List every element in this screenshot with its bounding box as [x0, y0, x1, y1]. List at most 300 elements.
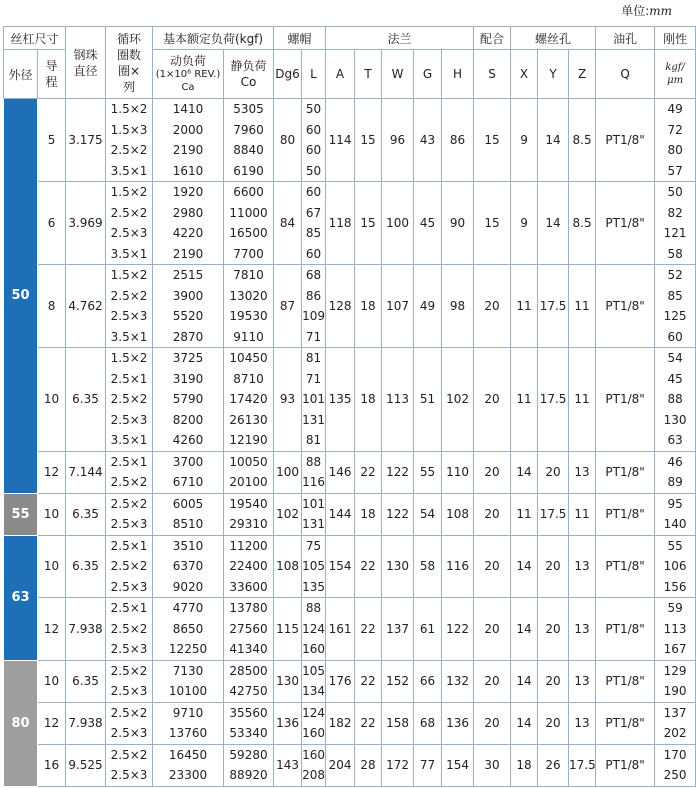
z-cell: 8.5	[569, 99, 596, 182]
static-load-cell-line: 19530	[229, 309, 268, 323]
hdr-Q: Q	[596, 50, 655, 99]
static-load-cell-line: 6190	[233, 163, 264, 178]
y-cell: 17.5	[538, 348, 569, 452]
dynamic-load-cell	[153, 348, 224, 452]
rigidity-cell-line: 125	[663, 309, 687, 323]
t-cell: 18	[355, 265, 382, 348]
a-cell: 114	[326, 99, 355, 182]
rigidity-cell-line: 156	[663, 579, 687, 594]
t-cell: 22	[355, 598, 382, 661]
static-load-cell-line: 35560	[229, 705, 268, 720]
dynamic-load-cell-line: 9710	[172, 705, 204, 720]
rigidity-cell-line: 63	[667, 433, 683, 447]
ball-dia-cell: 4.762	[66, 265, 106, 348]
hdr-dynamic: 动负荷 (1×10⁶ REV.) Ca	[153, 50, 224, 99]
g-cell: 54	[414, 493, 442, 535]
a-cell: 161	[326, 598, 355, 661]
length-cell-line: 109	[302, 309, 325, 323]
hdr-Z: Z	[569, 50, 596, 99]
y-cell: 14	[538, 182, 569, 265]
length-cell-line: 60	[305, 143, 322, 157]
static-load-cell	[224, 99, 274, 182]
rigidity-cell-line: 72	[667, 122, 683, 137]
t-cell: 15	[355, 182, 382, 265]
length-cell	[302, 660, 326, 702]
length-cell-line: 50	[305, 163, 322, 178]
lead-cell: 5	[38, 99, 66, 182]
dynamic-load-cell	[153, 702, 224, 744]
hdr-static: 静负荷 Co	[224, 50, 274, 99]
length-cell-line: 75	[305, 538, 322, 553]
hdr-G: G	[414, 50, 442, 99]
s-cell: 20	[474, 535, 511, 598]
length-cell-line: 116	[302, 475, 325, 489]
g-cell: 49	[414, 265, 442, 348]
h-cell: 102	[442, 348, 474, 452]
rigidity-cell-line: 121	[663, 226, 687, 240]
z-cell: 13	[569, 535, 596, 598]
s-cell: 20	[474, 598, 511, 661]
a-cell: 154	[326, 535, 355, 598]
hdr-ball-dia: 钢珠直径	[66, 27, 106, 99]
rigidity-cell-line: 250	[663, 768, 687, 782]
circuits-cell-line: 2.5×3	[110, 412, 148, 427]
y-cell: 17.5	[538, 493, 569, 535]
static-load-cell-line: 26130	[229, 412, 268, 427]
dg6-cell: 136	[274, 702, 302, 744]
circuits-cell-line: 3.5×1	[110, 329, 148, 344]
circuits-cell-line: 2.5×3	[110, 309, 148, 323]
circuits-cell-line: 2.5×2	[110, 392, 148, 406]
circuits-cell-line: 2.5×3	[110, 768, 148, 782]
static-load-cell-line: 33600	[229, 579, 268, 594]
ball-dia-cell: 6.35	[66, 535, 106, 598]
dynamic-load-cell-line: 8200	[172, 412, 204, 427]
dynamic-load-cell-line: 2190	[172, 143, 204, 157]
circuits-cell-line: 2.5×3	[110, 684, 148, 698]
x-cell: 14	[511, 535, 538, 598]
length-cell-line: 60	[305, 185, 322, 199]
static-load-cell-line: 16500	[229, 226, 268, 240]
z-cell: 11	[569, 265, 596, 348]
rigidity-cell-line: 60	[667, 329, 683, 344]
dynamic-load-cell-line: 5790	[172, 392, 204, 406]
circuits-cell-line: 2.5×2	[110, 747, 148, 762]
length-cell-line: 160	[302, 642, 325, 656]
ball-dia-cell: 3.969	[66, 182, 106, 265]
length-cell-line: 135	[302, 579, 325, 594]
hdr-oil-hole: 油孔	[596, 27, 655, 50]
w-cell: 107	[382, 265, 414, 348]
static-load-cell-line: 17420	[229, 392, 268, 406]
table-row	[4, 660, 696, 702]
length-cell-line: 101	[302, 392, 325, 406]
rigidity-cell-line: 58	[667, 246, 683, 261]
length-cell-line: 160	[302, 726, 325, 740]
s-cell: 20	[474, 493, 511, 535]
s-cell: 20	[474, 702, 511, 744]
dynamic-load-cell-line: 23300	[168, 768, 208, 782]
lead-cell: 10	[38, 535, 66, 598]
z-cell: 13	[569, 702, 596, 744]
circuits-cell	[106, 598, 153, 661]
x-cell: 11	[511, 348, 538, 452]
s-cell: 15	[474, 182, 511, 265]
h-cell: 108	[442, 493, 474, 535]
circuits-cell-line: 2.5×1	[110, 371, 148, 386]
q-cell: PT1/8"	[596, 451, 655, 493]
dynamic-load-cell-line: 2980	[172, 205, 204, 220]
z-cell: 17.5	[569, 744, 596, 786]
circuits-cell-line: 2.5×3	[110, 517, 148, 531]
rigidity-cell-line: 46	[667, 454, 683, 469]
dynamic-load-cell-line: 6370	[172, 559, 204, 573]
dynamic-load-cell-line: 8650	[172, 621, 204, 636]
rigidity-cell-line: 170	[663, 747, 687, 762]
lead-cell: 10	[38, 660, 66, 702]
ball-dia-cell: 6.35	[66, 660, 106, 702]
circuits-cell	[106, 702, 153, 744]
h-cell: 154	[442, 744, 474, 786]
s-cell: 20	[474, 348, 511, 452]
t-cell: 18	[355, 348, 382, 452]
static-load-cell-line: 7960	[233, 122, 264, 137]
table-row	[4, 598, 696, 661]
rigidity-cell	[655, 182, 696, 265]
s-cell: 30	[474, 744, 511, 786]
static-load-cell	[224, 660, 274, 702]
table-row	[4, 744, 696, 786]
dg6-cell: 93	[274, 348, 302, 452]
x-cell: 18	[511, 744, 538, 786]
rigidity-cell	[655, 348, 696, 452]
t-cell: 28	[355, 744, 382, 786]
x-cell: 11	[511, 265, 538, 348]
dynamic-load-cell-line: 2515	[172, 268, 204, 282]
static-load-cell-line: 29310	[229, 517, 268, 531]
rigidity-cell-line: 202	[663, 726, 687, 740]
h-cell: 116	[442, 535, 474, 598]
table-row	[4, 493, 696, 535]
rigidity-cell-line: 137	[663, 705, 687, 720]
t-cell: 22	[355, 535, 382, 598]
q-cell: PT1/8"	[596, 702, 655, 744]
spec-table-body	[4, 99, 696, 787]
hdr-H: H	[442, 50, 474, 99]
circuits-cell-line: 2.5×3	[110, 579, 148, 594]
rigidity-cell-line: 140	[663, 517, 687, 531]
static-load-cell-line: 88920	[229, 768, 268, 782]
circuits-cell-line: 2.5×3	[110, 642, 148, 656]
rigidity-cell-line: 45	[667, 371, 683, 386]
t-cell: 18	[355, 493, 382, 535]
hdr-screw-hole: 螺丝孔	[511, 27, 596, 50]
circuits-cell	[106, 451, 153, 493]
static-load-cell-line: 7810	[233, 268, 264, 282]
dg6-cell: 115	[274, 598, 302, 661]
z-cell: 13	[569, 598, 596, 661]
a-cell: 146	[326, 451, 355, 493]
length-cell-line: 71	[305, 329, 322, 344]
outer-dia-cell: 50	[4, 99, 38, 494]
lead-cell: 12	[38, 451, 66, 493]
hdr-rigidity-unit: kgf/μm	[655, 50, 696, 99]
circuits-cell-line: 2.5×2	[110, 205, 148, 220]
w-cell: 137	[382, 598, 414, 661]
rigidity-cell	[655, 535, 696, 598]
static-load-cell-line: 59280	[229, 747, 268, 762]
rigidity-cell-line: 52	[667, 268, 683, 282]
q-cell: PT1/8"	[596, 265, 655, 348]
dynamic-load-cell-line: 1920	[172, 185, 204, 199]
length-cell	[302, 598, 326, 661]
length-cell-line: 81	[305, 351, 322, 365]
circuits-cell-line: 1.5×2	[110, 102, 148, 116]
hdr-screw-size: 丝杠尺寸	[4, 27, 66, 50]
g-cell: 68	[414, 702, 442, 744]
circuits-cell-line: 1.5×3	[110, 122, 148, 137]
x-cell: 14	[511, 451, 538, 493]
hdr-A: A	[326, 50, 355, 99]
q-cell: PT1/8"	[596, 535, 655, 598]
g-cell: 43	[414, 99, 442, 182]
q-cell: PT1/8"	[596, 99, 655, 182]
ball-dia-cell: 6.35	[66, 493, 106, 535]
g-cell: 51	[414, 348, 442, 452]
h-cell: 90	[442, 182, 474, 265]
dynamic-load-cell-line: 4770	[172, 601, 204, 615]
rigidity-cell-line: 95	[667, 496, 683, 511]
circuits-cell-line: 2.5×1	[110, 601, 148, 615]
dynamic-load-cell-line: 1410	[172, 102, 204, 116]
z-cell: 11	[569, 493, 596, 535]
length-cell-line: 60	[305, 122, 322, 137]
length-cell-line: 81	[305, 433, 322, 447]
ball-dia-cell: 3.175	[66, 99, 106, 182]
length-cell	[302, 182, 326, 265]
spec-table-wrapper	[3, 26, 688, 787]
q-cell: PT1/8"	[596, 182, 655, 265]
w-cell: 100	[382, 182, 414, 265]
static-load-cell-line: 10050	[229, 454, 268, 469]
q-cell: PT1/8"	[596, 598, 655, 661]
h-cell: 136	[442, 702, 474, 744]
circuits-cell-line: 2.5×3	[110, 726, 148, 740]
w-cell: 122	[382, 451, 414, 493]
ball-dia-cell: 7.938	[66, 598, 106, 661]
length-cell-line: 105	[302, 559, 325, 573]
dg6-cell: 84	[274, 182, 302, 265]
hdr-X: X	[511, 50, 538, 99]
static-load-cell-line: 6600	[233, 185, 264, 199]
w-cell: 122	[382, 493, 414, 535]
dynamic-load-cell	[153, 451, 224, 493]
h-cell: 132	[442, 660, 474, 702]
circuits-cell-line: 3.5×1	[110, 163, 148, 178]
table-row	[4, 99, 696, 182]
y-cell: 20	[538, 535, 569, 598]
circuits-cell	[106, 660, 153, 702]
static-load-cell	[224, 265, 274, 348]
table-row	[4, 182, 696, 265]
g-cell: 66	[414, 660, 442, 702]
hdr-lead: 导程	[38, 50, 66, 99]
static-load-cell-line: 13780	[229, 601, 268, 615]
lead-cell: 10	[38, 493, 66, 535]
hdr-flange: 法兰	[326, 27, 474, 50]
dg6-cell: 80	[274, 99, 302, 182]
dynamic-load-cell-line: 13760	[168, 726, 208, 740]
s-cell: 20	[474, 265, 511, 348]
circuits-cell-line: 2.5×2	[110, 496, 148, 511]
length-cell	[302, 535, 326, 598]
dynamic-load-cell	[153, 493, 224, 535]
x-cell: 14	[511, 660, 538, 702]
circuits-cell-line: 3.5×1	[110, 246, 148, 261]
lead-cell: 10	[38, 348, 66, 452]
t-cell: 15	[355, 99, 382, 182]
dynamic-load-cell-line: 8510	[172, 517, 204, 531]
y-cell: 17.5	[538, 265, 569, 348]
q-cell: PT1/8"	[596, 493, 655, 535]
length-cell-line: 85	[305, 226, 322, 240]
static-load-cell-line: 19540	[229, 496, 268, 511]
dynamic-load-cell-line: 5520	[172, 309, 204, 323]
rigidity-cell-line: 54	[667, 351, 683, 365]
a-cell: 144	[326, 493, 355, 535]
table-row	[4, 265, 696, 348]
hdr-W: W	[382, 50, 414, 99]
a-cell: 118	[326, 182, 355, 265]
circuits-cell-line: 2.5×2	[110, 621, 148, 636]
q-cell: PT1/8"	[596, 660, 655, 702]
dynamic-load-cell-line: 6710	[172, 475, 204, 489]
static-load-cell	[224, 451, 274, 493]
hdr-L: L	[302, 50, 326, 99]
circuits-cell	[106, 265, 153, 348]
ball-dia-cell: 7.144	[66, 451, 106, 493]
circuits-cell-line: 2.5×2	[110, 705, 148, 720]
length-cell	[302, 451, 326, 493]
ball-dia-cell: 7.938	[66, 702, 106, 744]
circuits-cell	[106, 182, 153, 265]
rigidity-cell-line: 55	[667, 538, 683, 553]
circuits-cell-line: 2.5×3	[110, 226, 148, 240]
a-cell: 135	[326, 348, 355, 452]
rigidity-cell-line: 59	[667, 601, 683, 615]
z-cell: 8.5	[569, 182, 596, 265]
w-cell: 96	[382, 99, 414, 182]
h-cell: 122	[442, 598, 474, 661]
circuits-cell-line: 2.5×2	[110, 663, 148, 678]
circuits-cell-line: 2.5×1	[110, 454, 148, 469]
dynamic-load-cell	[153, 182, 224, 265]
rigidity-cell-line: 57	[667, 163, 683, 178]
dynamic-load-cell-line: 4220	[172, 226, 204, 240]
dynamic-load-cell	[153, 535, 224, 598]
a-cell: 182	[326, 702, 355, 744]
lead-cell: 8	[38, 265, 66, 348]
dynamic-load-cell-line: 6005	[172, 496, 204, 511]
length-cell-line: 131	[302, 517, 325, 531]
a-cell: 176	[326, 660, 355, 702]
static-load-cell	[224, 598, 274, 661]
length-cell-line: 71	[305, 371, 322, 386]
spec-table	[3, 26, 696, 787]
w-cell: 158	[382, 702, 414, 744]
dynamic-load-cell	[153, 660, 224, 702]
dynamic-load-cell-line: 9020	[172, 579, 204, 594]
circuits-cell-line: 2.5×2	[110, 475, 148, 489]
static-load-cell-line: 7700	[233, 246, 264, 261]
rigidity-cell	[655, 451, 696, 493]
circuits-cell-line: 1.5×2	[110, 351, 148, 365]
dynamic-load-cell	[153, 744, 224, 786]
hdr-T: T	[355, 50, 382, 99]
lead-cell: 12	[38, 598, 66, 661]
static-load-cell-line: 9110	[233, 329, 264, 344]
rigidity-cell	[655, 493, 696, 535]
dg6-cell: 100	[274, 451, 302, 493]
dg6-cell: 130	[274, 660, 302, 702]
circuits-cell-line: 1.5×2	[110, 185, 148, 199]
rigidity-cell	[655, 598, 696, 661]
table-row	[4, 451, 696, 493]
rigidity-cell-line: 190	[663, 684, 687, 698]
y-cell: 14	[538, 99, 569, 182]
dynamic-load-cell-line: 4260	[172, 433, 204, 447]
length-cell-line: 124	[302, 705, 325, 720]
g-cell: 61	[414, 598, 442, 661]
rigidity-cell-line: 88	[667, 392, 683, 406]
table-row	[4, 702, 696, 744]
length-cell-line: 131	[302, 412, 325, 427]
dg6-cell: 108	[274, 535, 302, 598]
s-cell: 15	[474, 99, 511, 182]
length-cell-line: 101	[302, 496, 325, 511]
length-cell-line: 105	[302, 663, 325, 678]
rigidity-cell-line: 130	[663, 412, 687, 427]
rigidity-cell	[655, 99, 696, 182]
dynamic-load-cell-line: 12250	[168, 642, 208, 656]
dynamic-load-cell-line: 10100	[168, 684, 208, 698]
length-cell-line: 124	[302, 621, 325, 636]
length-cell	[302, 702, 326, 744]
static-load-cell	[224, 182, 274, 265]
circuits-cell-line: 2.5×2	[110, 559, 148, 573]
ball-dia-cell: 6.35	[66, 348, 106, 452]
circuits-cell-line: 3.5×1	[110, 433, 148, 447]
rigidity-cell-line: 49	[667, 102, 683, 116]
dg6-cell: 87	[274, 265, 302, 348]
rigidity-cell-line: 129	[663, 663, 687, 678]
lead-cell: 16	[38, 744, 66, 786]
rigidity-cell	[655, 744, 696, 786]
circuits-cell	[106, 535, 153, 598]
y-cell: 20	[538, 660, 569, 702]
static-load-cell-line: 22400	[229, 559, 268, 573]
t-cell: 22	[355, 451, 382, 493]
rigidity-cell-line: 167	[663, 642, 687, 656]
static-load-cell	[224, 535, 274, 598]
circuits-cell	[106, 99, 153, 182]
h-cell: 86	[442, 99, 474, 182]
static-load-cell-line: 20100	[229, 475, 268, 489]
length-cell-line: 86	[305, 288, 322, 303]
hdr-circuits: 循环圈数圈×列	[106, 27, 153, 99]
rigidity-cell	[655, 265, 696, 348]
hdr-Y: Y	[538, 50, 569, 99]
